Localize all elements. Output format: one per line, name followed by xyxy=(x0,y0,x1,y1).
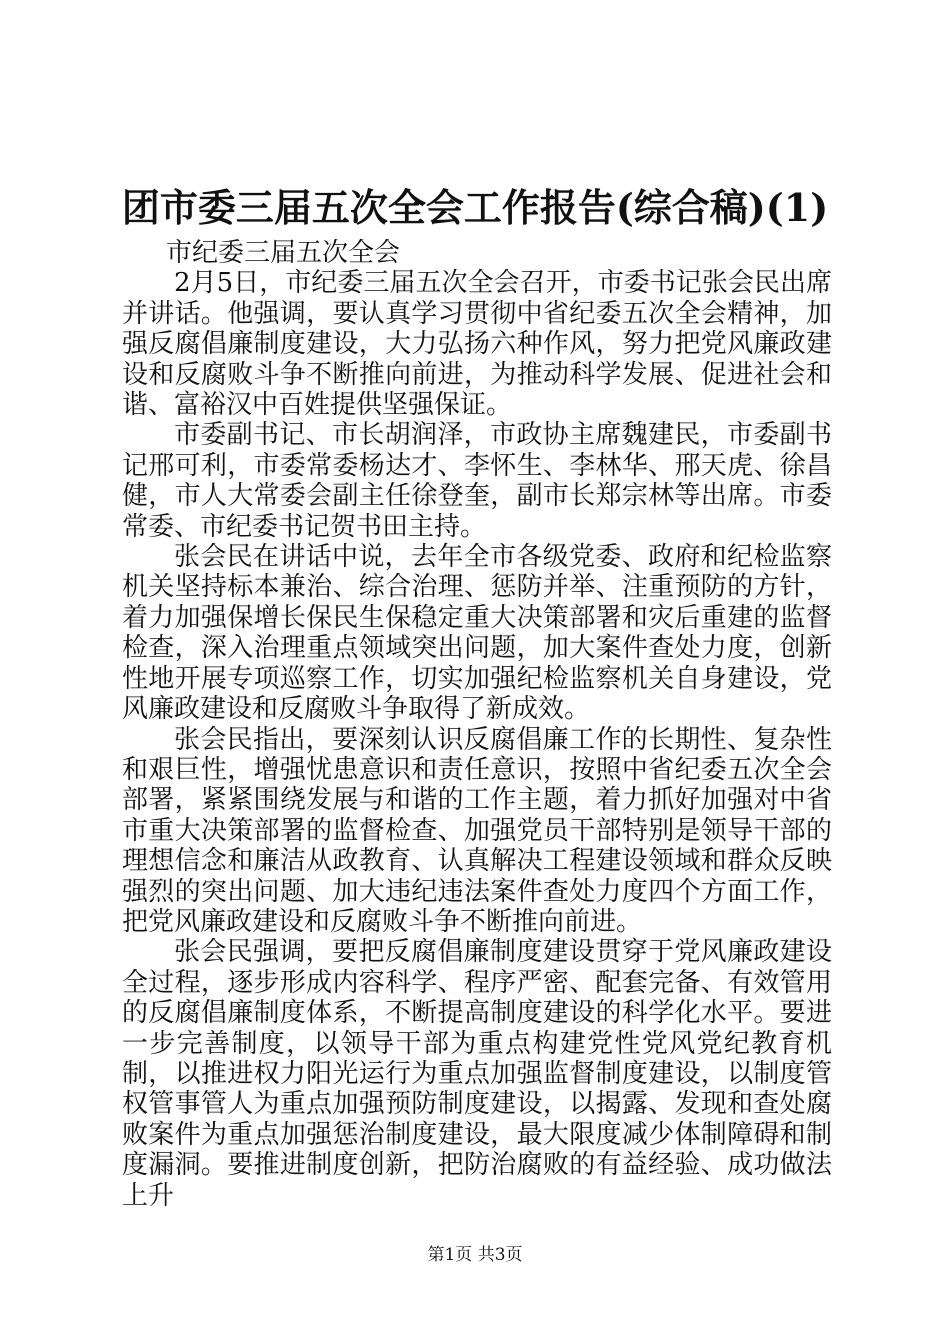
document-body xyxy=(122,238,832,1211)
paragraph: 张会民在讲话中说，去年全市各级党委、政府和纪检监察机关坚持标本兼治、综合治理、惩防并举、注重预防的方针，着力加强保增长保民生保稳定重大决策部署和灾后重建的监督检查，深入治理重点领域突出问题，加大案件查处力度，创新性地开展专项巡察工作，切实加强纪检监察机关自身建设，党风廉政建设和反腐败斗争取得了新成效。 xyxy=(122,542,832,725)
page-footer: 第1页 共3页 xyxy=(427,1245,523,1265)
document-title: 团市委三届五次全会工作报告(综合稿)(1) xyxy=(121,185,829,230)
paragraph: 2月5日，市纪委三届五次全会召开，市委书记张会民出席并讲话。他强调，要认真学习贯彻中省纪委五次全会精神，加强反腐倡廉制度建设，大力弘扬六种作风，努力把党风廉政建设和反腐败斗争不断推向前进，为推动科学发展、促进社会和谐、富裕汉中百姓提供坚强保证。 xyxy=(122,268,832,421)
paragraph: 张会民强调，要把反腐倡廉制度建设贯穿于党风廉政建设全过程，逐步形成内容科学、程序严密、配套完备、有效管用的反腐倡廉制度体系，不断提高制度建设的科学化水平。要进一步完善制度，以领导干部为重点构建党性党风党纪教育机制，以推进权力阳光运行为重点加强监督制度建设，以制度管权管事管人为重点加强预防制度建设，以揭露、发现和查处腐败案件为重点加强惩治制度建设，最大限度减少体制障碍和制度漏洞。要推进制度创新，把防治腐败的有益经验、成功做法上升 xyxy=(122,937,832,1211)
paragraph: 张会民指出，要深刻认识反腐倡廉工作的长期性、复杂性和艰巨性，增强忧患意识和责任意识，按照中省纪委五次全会部署，紧紧围绕发展与和谐的工作主题，着力抓好加强对中省市重大决策部署的监督检查、加强党员干部特别是领导干部的理想信念和廉洁从政教育、认真解决工程建设领域和群众反映强烈的突出问题、加大违纪违法案件查处力度四个方面工作，把党风廉政建设和反腐败斗争不断推向前进。 xyxy=(122,724,832,937)
paragraph: 市委副书记、市长胡润泽，市政协主席魏建民，市委副书记邢可利，市委常委杨达才、李怀生、李林华、邢天虎、徐昌健，市人大常委会副主任徐登奎，副市长郑宗林等出席。市委常委、市纪委书记贺书田主持。 xyxy=(122,420,832,542)
paragraph-subtitle: 市纪委三届五次全会 xyxy=(166,238,401,268)
